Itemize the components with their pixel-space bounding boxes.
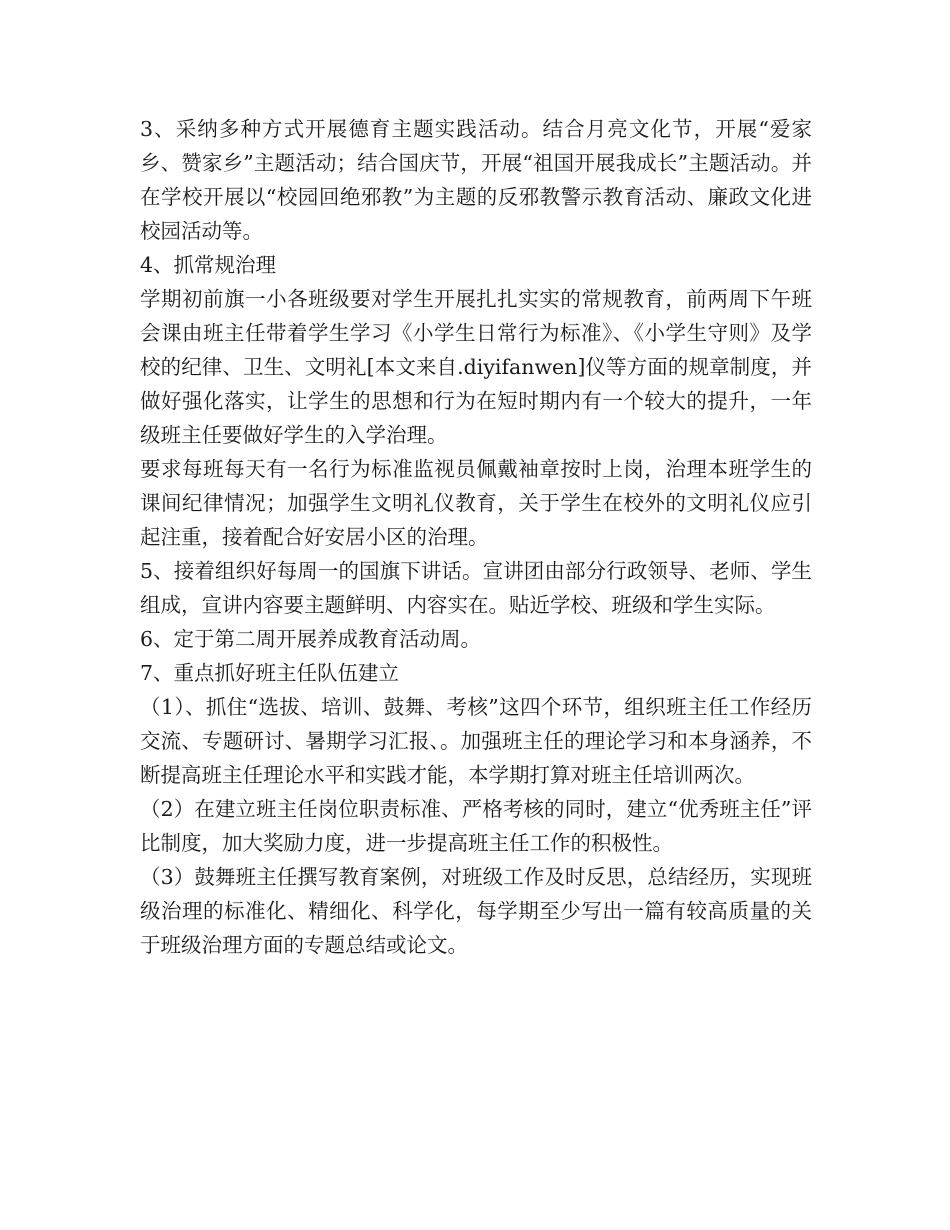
paragraph-subitem-1-training: （1）、抓住“选拔、培训、鼓舞、考核”这四个环节，组织班主任工作经历交流、专题研讨、暑期学习汇报、。加强班主任的理论学习和本身涵养，不断提高班主任理论水平和实践才能，本学期打算对班主任培训两次。	[140, 695, 812, 787]
paragraph-subitem-2-evaluation: （2）在建立班主任岗位职责标准、严格考核的同时，建立“优秀班主任”评比制度，加大奖励力度，进一步提高班主任工作的积极性。	[140, 797, 812, 855]
paragraph-behavior-monitor: 要求每班每天有一名行为标准监视员佩戴袖章按时上岗，治理本班学生的课间纪律情况；加强学生文明礼仪教育，关于学生在校外的文明礼仪应引起注重，接着配合好安居小区的治理。	[140, 457, 812, 549]
section-heading-routine-management: 4、抓常规治理	[140, 253, 277, 277]
paragraph-item-6-habit-week: 6、定于第二周开展养成教育活动周。	[140, 627, 482, 651]
section-heading-teacher-team: 7、重点抓好班主任队伍建立	[140, 661, 400, 685]
paragraph-routine-education: 学期初前旗一小各班级要对学生开展扎扎实实的常规教育，前两周下午班会课由班主任带着学生学习《小学生日常行为标准》、《小学生守则》及学校的纪律、卫生、文明礼[本文来自.diyifanwen]仪等方面的规章制度，并做好强化落实，让学生的思想和行为在短时期内有一个较大的提升，一年级班主任要做好学生的入学治理。	[140, 287, 812, 447]
paragraph-item-5-flag-speech: 5、接着组织好每周一的国旗下讲话。宣讲团由部分行政领导、老师、学生组成，宣讲内容要主题鲜明、内容实在。贴近学校、班级和学生实际。	[140, 559, 812, 617]
paragraph-item-3-moral-education: 3、采纳多种方式开展德育主题实践活动。结合月亮文化节，开展“爱家乡、赞家乡”主题活动；结合国庆节，开展“祖国开展我成长”主题活动。并在学校开展以“校园回绝邪教”为主题的反邪教警示教育活动、廉政文化进校园活动等。	[140, 117, 812, 243]
paragraph-subitem-3-case-writing: （3）鼓舞班主任撰写教育案例，对班级工作及时反思，总结经历，实现班级治理的标准化、精细化、科学化，每学期至少写出一篇有较高质量的关于班级治理方面的专题总结或论文。	[140, 865, 812, 957]
document-body	[140, 112, 812, 962]
